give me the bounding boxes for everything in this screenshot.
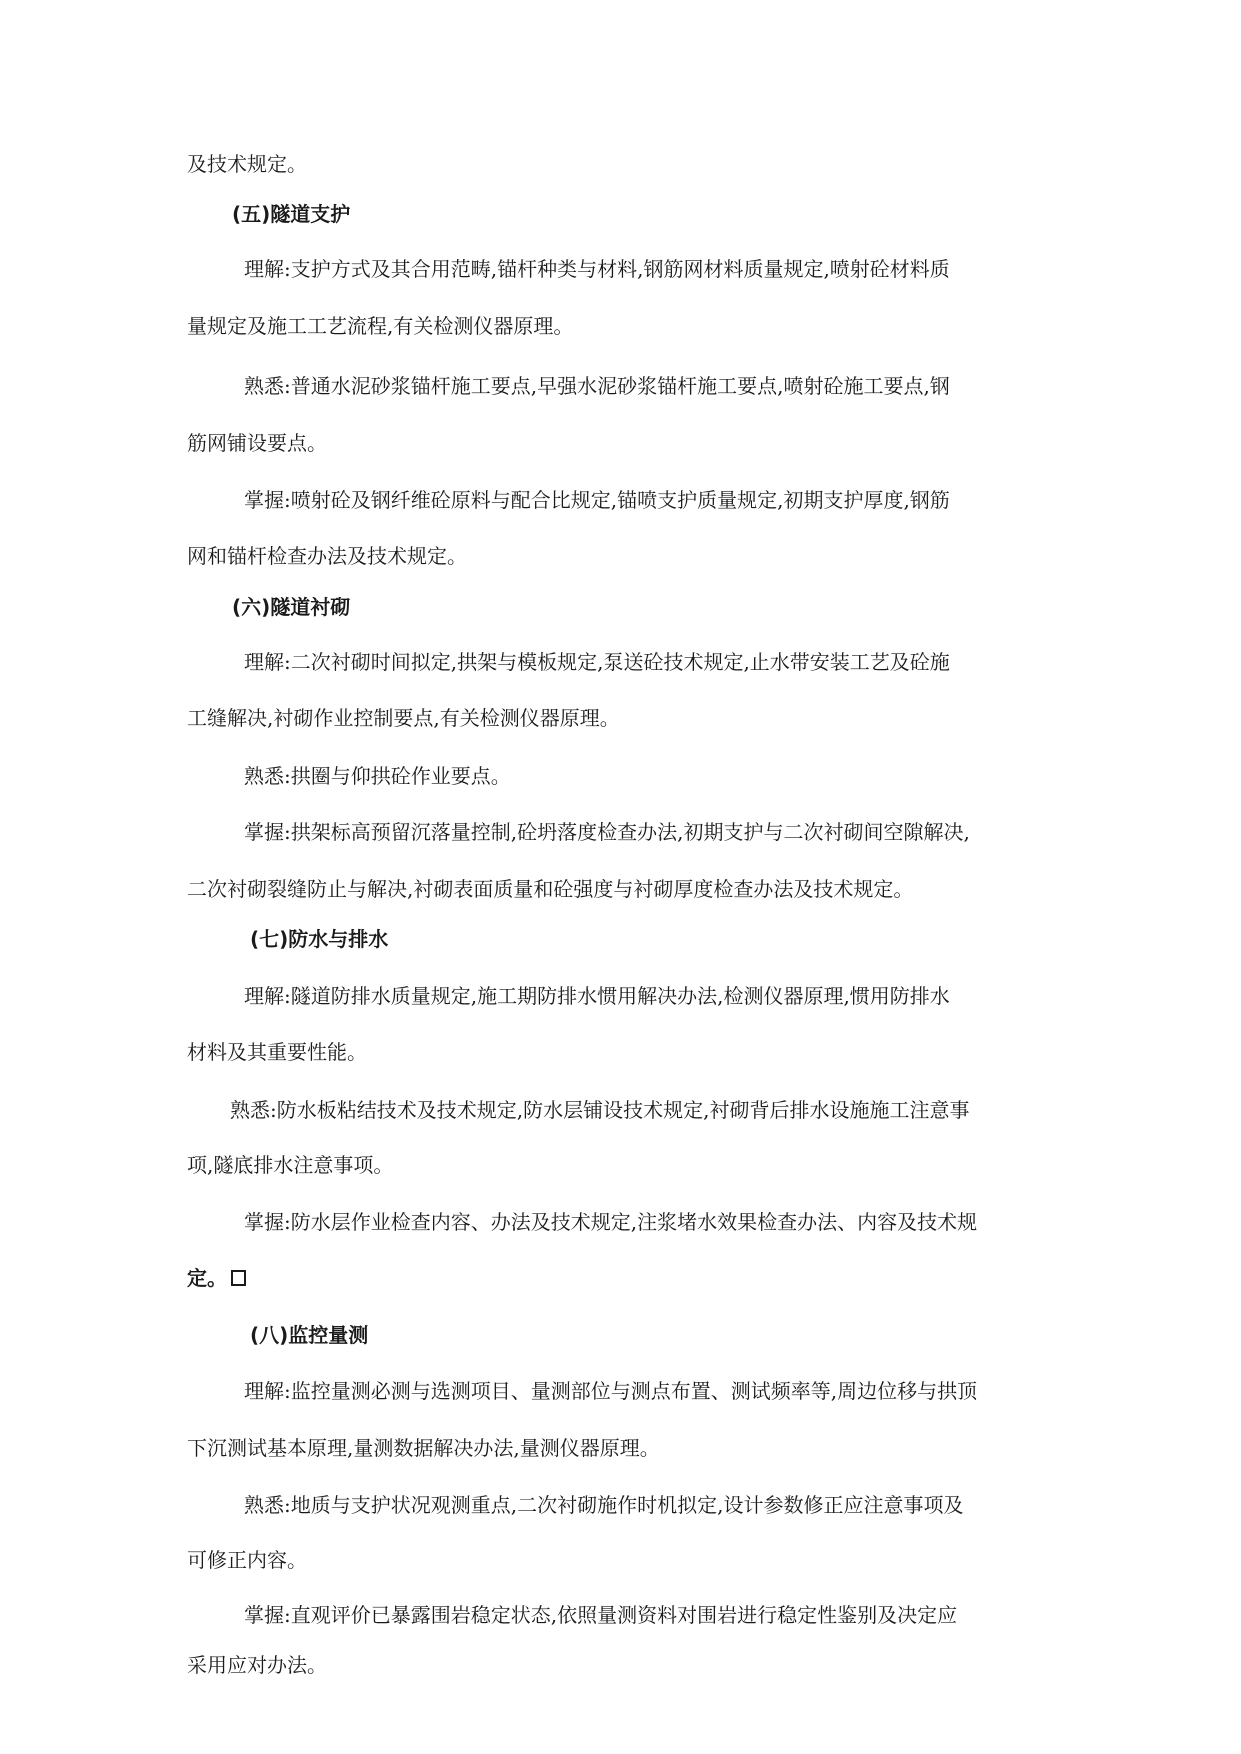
text-line: 掌握:防水层作业检查内容、办法及技术规定,注浆堵水效果检查办法、内容及技术规 (244, 1210, 978, 1234)
text-line: 工缝解决,衬砌作业控制要点,有关检测仪器原理。 (187, 706, 620, 730)
section-heading-7: (七)防水与排水 (250, 927, 389, 951)
text-line: 及技术规定。 (187, 152, 307, 176)
text-line: 筋网铺设要点。 (187, 431, 327, 455)
text-line: 理解:二次衬砌时间拟定,拱架与模板规定,泵送砼技术规定,止水带安装工艺及砼施 (244, 650, 950, 674)
text-line: 下沉测试基本原理,量测数据解决办法,量测仪器原理。 (187, 1436, 660, 1460)
text-line: 熟悉:拱圈与仰拱砼作业要点。 (244, 764, 511, 788)
text-line: 掌握:拱架标高预留沉落量控制,砼坍落度检查办法,初期支护与二次衬砌间空隙解决, (244, 820, 970, 844)
text-line: 理解:支护方式及其合用范畴,锚杆种类与材料,钢筋网材料质量规定,喷射砼材料质 (244, 257, 950, 281)
text-line: 量规定及施工工艺流程,有关检测仪器原理。 (187, 314, 574, 338)
text-line: 网和锚杆检查办法及技术规定。 (187, 544, 467, 568)
text-line: 熟悉:地质与支护状况观测重点,二次衬砌施作时机拟定,设计参数修正应注意事项及 (244, 1493, 964, 1517)
section-heading-8: (八)监控量测 (250, 1323, 369, 1347)
text-line: 熟悉:防水板粘结技术及技术规定,防水层铺设技术规定,衬砌背后排水设施施工注意事 (230, 1098, 970, 1122)
section-heading-5: (五)隧道支护 (232, 202, 351, 226)
text-line: 掌握:直观评价已暴露围岩稳定状态,依照量测资料对围岩进行稳定性鉴别及决定应 (244, 1603, 958, 1627)
text-line (187, 1264, 246, 1292)
text-line: 可修正内容。 (187, 1548, 307, 1572)
text-line-end: 定。 (187, 1266, 227, 1290)
text-line: 材料及其重要性能。 (187, 1040, 367, 1064)
text-line: 理解:监控量测必测与选测项目、量测部位与测点布置、测试频率等,周边位移与拱顶 (244, 1379, 978, 1403)
text-line: 掌握:喷射砼及钢纤维砼原料与配合比规定,锚喷支护质量规定,初期支护厚度,钢筋 (244, 488, 950, 512)
text-line: 熟悉:普通水泥砂浆锚杆施工要点,早强水泥砂浆锚杆施工要点,喷射砼施工要点,钢 (244, 374, 950, 398)
text-line: 二次衬砌裂缝防止与解决,衬砌表面质量和砼强度与衬砌厚度检查办法及技术规定。 (187, 877, 914, 901)
text-line: 采用应对办法。 (187, 1653, 327, 1677)
text-line: 项,隧底排水注意事项。 (187, 1153, 394, 1177)
section-heading-6: (六)隧道衬砌 (232, 595, 351, 619)
empty-box-icon (231, 1270, 246, 1286)
text-line: 理解:隧道防排水质量规定,施工期防排水惯用解决办法,检测仪器原理,惯用防排水 (244, 984, 950, 1008)
